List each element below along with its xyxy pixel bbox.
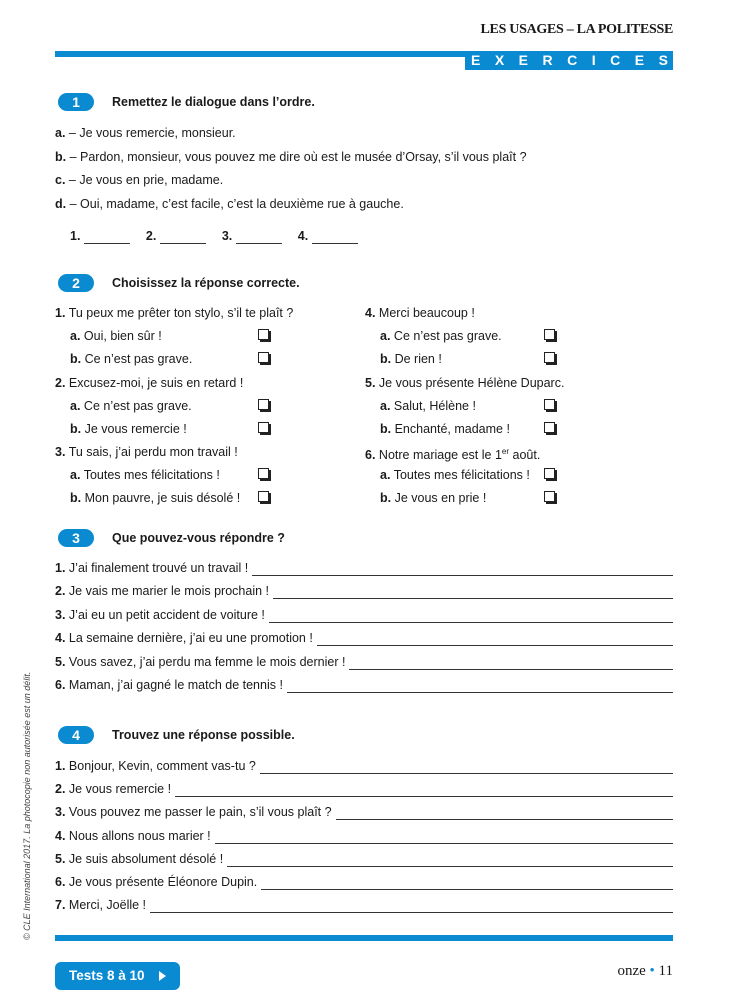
question: 4. Merci beaucoup ! [365,306,475,320]
exercise-1-badge: 1 [58,93,94,111]
answer-line-row: 2. Je vous remercie ! [55,781,673,797]
bottom-rule [55,935,673,941]
dialogue-line: a. – Je vous remercie, monsieur. [55,126,236,140]
option-a: a. Ce n’est pas grave. [70,398,192,413]
answer-line-row: 2. Je vais me marier le mois prochain ! [55,583,673,599]
answer-line[interactable] [269,611,673,623]
answer-blank[interactable] [312,232,358,244]
answer-line-row: 5. Je suis absolument désolé ! [55,851,673,867]
option-b: b. De rien ! [380,352,442,366]
dialogue-line: d. – Oui, madame, c’est facile, c’est la deuxième rue à gauche. [55,196,404,211]
checkbox[interactable] [258,352,269,363]
question: 1. Tu peux me prêter ton stylo, s’il te plaît ? [55,306,294,320]
option-b: b. Ce n’est pas grave. [70,352,193,366]
answer-line-row: 7. Merci, Joëlle ! [55,897,673,913]
answer-line-row: 1. Bonjour, Kevin, comment vas-tu ? [55,758,673,774]
answer-line[interactable] [260,762,673,774]
answer-line-row: 4. Nous allons nous marier ! [55,828,673,844]
exercise-4-title: Trouvez une réponse possible. [112,728,295,742]
answer-line-row: 5. Vous savez, j’ai perdu ma femme le mois dernier ! [55,654,673,670]
checkbox[interactable] [544,352,555,363]
option-a: a. Oui, bien sûr ! [70,329,162,343]
checkbox[interactable] [258,329,269,340]
answer-line[interactable] [252,564,673,576]
answer-line[interactable] [349,658,673,670]
answer-line[interactable] [175,785,673,797]
question: 5. Je vous présente Hélène Duparc. [365,375,565,390]
question: 3. Tu sais, j’ai perdu mon travail ! [55,445,238,459]
answer-line[interactable] [336,808,673,820]
option-b: b. Mon pauvre, je suis désolé ! [70,491,241,505]
answer-line[interactable] [261,878,673,890]
checkbox[interactable] [544,399,555,410]
answer-line-row: 3. J’ai eu un petit accident de voiture ! [55,607,673,623]
answer-line[interactable] [287,681,673,693]
answer-line[interactable] [150,901,673,913]
answer-blank[interactable] [84,232,130,244]
answer-line[interactable] [317,634,673,646]
checkbox[interactable] [258,422,269,433]
checkbox[interactable] [258,399,269,410]
option-a: a. Salut, Hélène ! [380,398,476,413]
option-b: b. Je vous remercie ! [70,421,187,436]
exercise-1-answers: 1. 2. 3. 4. [70,228,370,244]
checkbox[interactable] [258,491,269,502]
exercise-3-title: Que pouvez-vous répondre ? [112,531,285,545]
answer-line-row: 1. J’ai finalement trouvé un travail ! [55,560,673,576]
checkbox[interactable] [544,468,555,479]
option-b: b. Je vous en prie ! [380,491,487,505]
play-arrow-icon [159,971,166,981]
answer-line-row: 6. Je vous présente Éléonore Dupin. [55,874,673,890]
exercise-2-badge: 2 [58,274,94,292]
answer-line[interactable] [227,855,673,867]
answer-blank[interactable] [236,232,282,244]
answer-line-row: 4. La semaine dernière, j’ai eu une promotion ! [55,630,673,646]
exercise-4-badge: 4 [58,726,94,744]
dialogue-line: c. – Je vous en prie, madame. [55,173,224,187]
tests-button[interactable]: Tests 8 à 10 [55,962,180,990]
answer-line-row: 3. Vous pouvez me passer le pain, s’il vous plaît ? [55,804,673,820]
checkbox[interactable] [258,468,269,479]
answer-blank[interactable] [160,232,206,244]
answer-line-row: 6. Maman, j’ai gagné le match de tennis ! [55,677,673,693]
answer-line[interactable] [215,832,673,844]
option-a: a. Ce n’est pas grave. [380,329,502,343]
question: 2. Excusez-moi, je suis en retard ! [55,375,244,390]
option-a: a. Toutes mes félicitations ! [70,468,220,482]
option-a: a. Toutes mes félicitations ! [380,468,530,482]
answer-line[interactable] [273,587,673,599]
page-number: onze • 11 [617,963,673,979]
question: 6. Notre mariage est le 1er août. [365,447,541,463]
dialogue-line: b. – Pardon, monsieur, vous pouvez me dire où est le musée d’Orsay, s’il vous plaît ? [55,149,527,164]
checkbox[interactable] [544,491,555,502]
exercise-2-title: Choisissez la réponse correcte. [112,276,300,290]
checkbox[interactable] [544,329,555,340]
running-header: LES USAGES – LA POLITESSE [480,22,673,37]
exercise-3-badge: 3 [58,529,94,547]
copyright-notice: © CLE International 2017. La photocopie non autorisée est un délit. [22,671,32,940]
checkbox[interactable] [544,422,555,433]
exercise-1-title: Remettez le dialogue dans l’ordre. [112,95,315,109]
section-label: EXERCICES [465,51,673,70]
option-b: b. Enchanté, madame ! [380,421,510,436]
